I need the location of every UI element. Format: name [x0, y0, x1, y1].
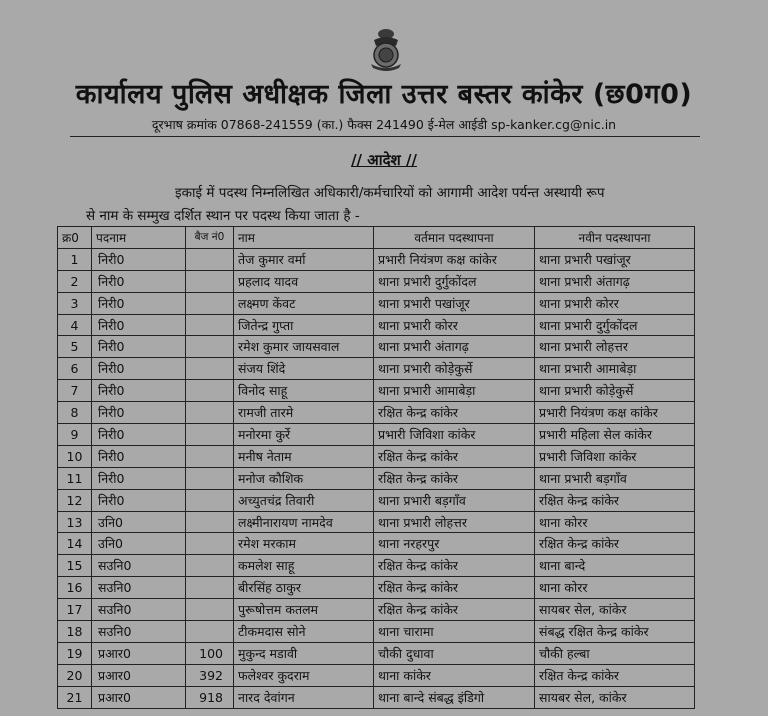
cell-current-posting: प्रभारी जिविशा कांकेर	[374, 424, 535, 446]
table-row	[58, 358, 695, 380]
cell-badge	[186, 358, 234, 380]
header-serial: क्र0	[58, 227, 92, 249]
cell-current-posting: रक्षित केन्द्र कांकेर	[374, 577, 535, 599]
cell-badge	[186, 599, 234, 621]
cell-badge	[186, 555, 234, 577]
cell-name: मनोज कौशिक	[234, 467, 374, 489]
cell-serial: 18	[58, 621, 92, 643]
cell-current-posting: थाना प्रभारी लोहत्तर	[374, 511, 535, 533]
cell-name: फलेश्वर कुदराम	[234, 664, 374, 686]
cell-name: रामजी तारमे	[234, 402, 374, 424]
cell-name: जितेन्द्र गुप्ता	[234, 314, 374, 336]
cell-current-posting: चौकी दुधावा	[374, 642, 535, 664]
cell-serial: 19	[58, 642, 92, 664]
cell-name: रमेश मरकाम	[234, 533, 374, 555]
cell-current-posting: रक्षित केन्द्र कांकेर	[374, 599, 535, 621]
cell-name: पुरूषोत्तम कतलम	[234, 599, 374, 621]
cell-rank: निरी0	[92, 270, 186, 292]
cell-new-posting: सायबर सेल, कांकेर	[535, 686, 695, 708]
cell-new-posting: प्रभारी महिला सेल कांकेर	[535, 424, 695, 446]
cell-serial: 2	[58, 270, 92, 292]
cell-current-posting: रक्षित केन्द्र कांकेर	[374, 467, 535, 489]
cell-new-posting: थाना प्रभारी कोड़ेकुर्से	[535, 380, 695, 402]
table-row	[58, 511, 695, 533]
cell-current-posting: थाना नरहरपुर	[374, 533, 535, 555]
office-title: कार्यालय पुलिस अधीक्षक जिला उत्तर बस्तर कांकेर (छ0ग0)	[75, 79, 693, 110]
cell-new-posting: थाना प्रभारी लोहत्तर	[535, 336, 695, 358]
header-current-posting: वर्तमान पदस्थापना	[374, 227, 535, 249]
cell-badge	[186, 402, 234, 424]
cell-current-posting: थाना प्रभारी पखांजूर	[374, 292, 535, 314]
table-row	[58, 686, 695, 708]
cell-serial: 3	[58, 292, 92, 314]
cell-badge	[186, 577, 234, 599]
cell-serial: 10	[58, 445, 92, 467]
cell-serial: 14	[58, 533, 92, 555]
police-emblem-icon	[365, 28, 407, 72]
cell-name: लक्ष्मण केंवट	[234, 292, 374, 314]
cell-name: मनीष नेताम	[234, 445, 374, 467]
table-row	[58, 445, 695, 467]
table-row	[58, 270, 695, 292]
cell-rank: सउनि0	[92, 577, 186, 599]
table-row	[58, 248, 695, 270]
table-row	[58, 402, 695, 424]
cell-badge	[186, 511, 234, 533]
cell-new-posting: थाना कोरर	[535, 577, 695, 599]
table-row	[58, 555, 695, 577]
cell-name: संजय शिंदे	[234, 358, 374, 380]
cell-current-posting: थाना प्रभारी दुर्गुकोंदल	[374, 270, 535, 292]
cell-serial: 4	[58, 314, 92, 336]
cell-name: लक्ष्मीनारायण नामदेव	[234, 511, 374, 533]
cell-rank: निरी0	[92, 292, 186, 314]
table-row	[58, 467, 695, 489]
cell-current-posting: थाना प्रभारी कोरर	[374, 314, 535, 336]
cell-serial: 6	[58, 358, 92, 380]
header-name: नाम	[234, 227, 374, 249]
cell-rank: निरी0	[92, 402, 186, 424]
cell-new-posting: रक्षित केन्द्र कांकेर	[535, 664, 695, 686]
cell-badge	[186, 445, 234, 467]
table-row	[58, 621, 695, 643]
cell-new-posting: थाना बान्दे	[535, 555, 695, 577]
cell-new-posting: रक्षित केन्द्र कांकेर	[535, 533, 695, 555]
cell-new-posting: थाना प्रभारी दुर्गुकोंदल	[535, 314, 695, 336]
cell-name: रमेश कुमार जायसवाल	[234, 336, 374, 358]
cell-rank: सउनि0	[92, 621, 186, 643]
header-divider	[70, 136, 700, 137]
cell-rank: सउनि0	[92, 599, 186, 621]
table-row	[58, 424, 695, 446]
cell-rank: उनि0	[92, 511, 186, 533]
header-badge: बैज नं0	[186, 227, 234, 249]
cell-badge	[186, 533, 234, 555]
cell-badge	[186, 336, 234, 358]
cell-current-posting: थाना प्रभारी बड़गाँव	[374, 489, 535, 511]
cell-new-posting: प्रभारी नियंत्रण कक्ष कांकेर	[535, 402, 695, 424]
cell-current-posting: थाना कांकेर	[374, 664, 535, 686]
header-new-posting: नवीन पदस्थापना	[535, 227, 695, 249]
cell-serial: 7	[58, 380, 92, 402]
cell-serial: 16	[58, 577, 92, 599]
cell-serial: 5	[58, 336, 92, 358]
cell-rank: निरी0	[92, 489, 186, 511]
cell-badge	[186, 621, 234, 643]
cell-rank: निरी0	[92, 314, 186, 336]
cell-badge	[186, 292, 234, 314]
cell-serial: 1	[58, 248, 92, 270]
cell-rank: सउनि0	[92, 555, 186, 577]
cell-rank: उनि0	[92, 533, 186, 555]
cell-current-posting: रक्षित केन्द्र कांकेर	[374, 445, 535, 467]
cell-name: नारद देवांगन	[234, 686, 374, 708]
cell-serial: 9	[58, 424, 92, 446]
cell-serial: 11	[58, 467, 92, 489]
cell-serial: 12	[58, 489, 92, 511]
table-row	[58, 489, 695, 511]
order-intro-line-1: इकाई में पदस्थ निम्नलिखित अधिकारी/कर्मचारियों को आगामी आदेश पर्यन्त अस्थायी रूप	[175, 185, 605, 201]
cell-badge	[186, 314, 234, 336]
table-row	[58, 314, 695, 336]
cell-badge: 100	[186, 642, 234, 664]
table-header-row	[58, 227, 695, 249]
cell-current-posting: थाना प्रभारी आमाबेड़ा	[374, 380, 535, 402]
cell-current-posting: रक्षित केन्द्र कांकेर	[374, 402, 535, 424]
cell-name: प्रहलाद यादव	[234, 270, 374, 292]
cell-rank: निरी0	[92, 248, 186, 270]
cell-badge	[186, 424, 234, 446]
table-row	[58, 577, 695, 599]
cell-rank: निरी0	[92, 336, 186, 358]
cell-badge	[186, 270, 234, 292]
table-row	[58, 336, 695, 358]
cell-new-posting: थाना प्रभारी पखांजूर	[535, 248, 695, 270]
cell-new-posting: थाना प्रभारी कोरर	[535, 292, 695, 314]
cell-new-posting: थाना कोरर	[535, 511, 695, 533]
cell-new-posting: थाना प्रभारी अंतागढ़	[535, 270, 695, 292]
cell-current-posting: थाना चारामा	[374, 621, 535, 643]
cell-rank: निरी0	[92, 380, 186, 402]
cell-new-posting: थाना प्रभारी बड़गाँव	[535, 467, 695, 489]
cell-current-posting: थाना प्रभारी कोड़ेकुर्से	[374, 358, 535, 380]
cell-serial: 17	[58, 599, 92, 621]
cell-new-posting: चौकी हल्बा	[535, 642, 695, 664]
cell-name: विनोद साहू	[234, 380, 374, 402]
cell-serial: 13	[58, 511, 92, 533]
cell-new-posting: संबद्ध रक्षित केन्द्र कांकेर	[535, 621, 695, 643]
header-rank: पदनाम	[92, 227, 186, 249]
posting-table	[57, 226, 695, 709]
table-row	[58, 380, 695, 402]
cell-serial: 21	[58, 686, 92, 708]
cell-rank: निरी0	[92, 445, 186, 467]
office-contact-line: दूरभाष क्रमांक 07868-241559 (का.) फैक्स 241490 ई-मेल आईडी sp-kanker.cg@nic.in	[151, 117, 617, 132]
cell-name: मनोरमा कुर्रे	[234, 424, 374, 446]
cell-new-posting: रक्षित केन्द्र कांकेर	[535, 489, 695, 511]
cell-new-posting: थाना प्रभारी आमाबेड़ा	[535, 358, 695, 380]
cell-name: कमलेश साहू	[234, 555, 374, 577]
table-row	[58, 533, 695, 555]
table-row	[58, 664, 695, 686]
cell-badge	[186, 248, 234, 270]
cell-name: मुकुन्द मडावी	[234, 642, 374, 664]
cell-badge	[186, 380, 234, 402]
table-row	[58, 292, 695, 314]
cell-badge: 918	[186, 686, 234, 708]
cell-badge	[186, 467, 234, 489]
cell-rank: निरी0	[92, 358, 186, 380]
cell-serial: 15	[58, 555, 92, 577]
cell-name: अच्युतचंद्र तिवारी	[234, 489, 374, 511]
cell-current-posting: प्रभारी नियंत्रण कक्ष कांकेर	[374, 248, 535, 270]
cell-current-posting: थाना बान्दे संबद्ध इंडिगो	[374, 686, 535, 708]
cell-new-posting: सायबर सेल, कांकेर	[535, 599, 695, 621]
cell-name: बीरसिंह ठाकुर	[234, 577, 374, 599]
cell-badge	[186, 489, 234, 511]
cell-rank: निरी0	[92, 467, 186, 489]
cell-rank: प्रआर0	[92, 642, 186, 664]
table-row	[58, 642, 695, 664]
table-body	[58, 248, 695, 708]
cell-serial: 8	[58, 402, 92, 424]
cell-new-posting: प्रभारी जिविशा कांकेर	[535, 445, 695, 467]
cell-rank: निरी0	[92, 424, 186, 446]
order-intro-line-2: से नाम के सम्मुख दर्शित स्थान पर पदस्थ किया जाता है -	[86, 208, 360, 224]
cell-rank: प्रआर0	[92, 664, 186, 686]
cell-name: तेज कुमार वर्मा	[234, 248, 374, 270]
cell-badge: 392	[186, 664, 234, 686]
order-heading: // आदेश //	[351, 151, 417, 169]
cell-name: टीकमदास सोने	[234, 621, 374, 643]
cell-serial: 20	[58, 664, 92, 686]
cell-current-posting: थाना प्रभारी अंतागढ़	[374, 336, 535, 358]
table-row	[58, 599, 695, 621]
cell-rank: प्रआर0	[92, 686, 186, 708]
cell-current-posting: रक्षित केन्द्र कांकेर	[374, 555, 535, 577]
